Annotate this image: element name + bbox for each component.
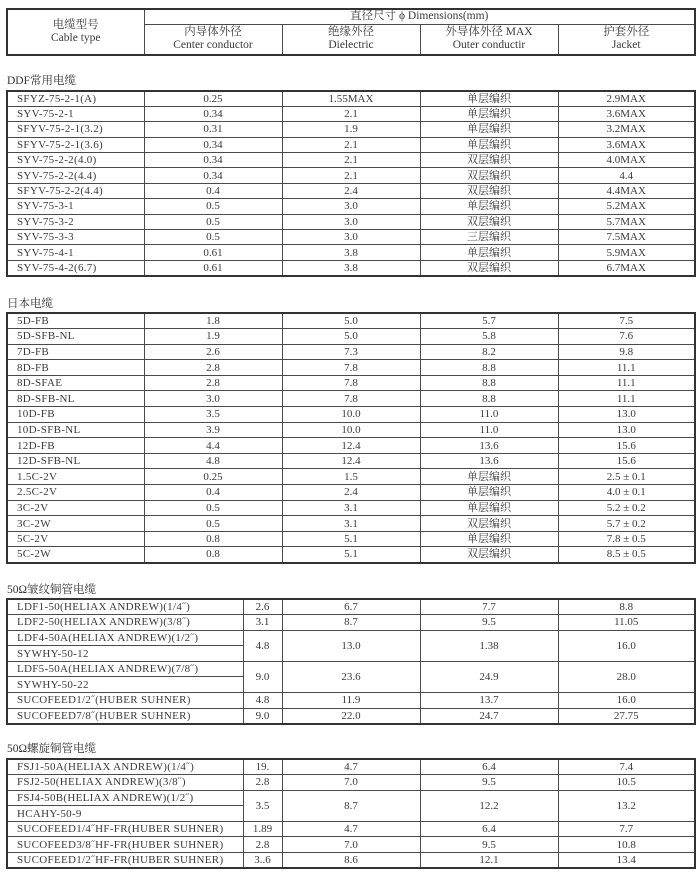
center-conductor-cell: 0.5 [144, 199, 282, 214]
cable-type-cell: 2.5C-2V [7, 485, 144, 501]
cable-type-cell: SUCOFEED1/4˝HF-FR(HUBER SUHNER) [7, 821, 243, 837]
jacket-cell: 13.0 [558, 422, 695, 438]
column-header-en: Center conductor [173, 39, 253, 52]
dielectric-cell: 3.1 [282, 516, 420, 532]
corrugated-cable-table [6, 598, 696, 725]
dielectric-cell: 5.0 [282, 329, 420, 345]
dielectric-cell: 3.0 [282, 214, 420, 229]
outer-conductor-cell: 双层编织 [420, 168, 558, 183]
outer-conductor-cell: 双层编织 [420, 214, 558, 229]
center-conductor-cell: 1.8 [144, 313, 282, 329]
outer-conductor-cell: 9.5 [420, 615, 558, 631]
center-conductor-cell: 1.89 [243, 821, 282, 837]
outer-conductor-cell: 5.8 [420, 329, 558, 345]
table-row [7, 313, 695, 329]
jacket-cell: 11.1 [558, 391, 695, 407]
jacket-cell: 2.5 ± 0.1 [558, 469, 695, 485]
table-row [7, 230, 695, 245]
center-conductor-cell: 4.8 [243, 693, 282, 709]
jacket-cell: 11.1 [558, 360, 695, 376]
outer-conductor-cell: 6.4 [420, 759, 558, 775]
jacket-cell: 11.05 [558, 615, 695, 631]
cable-type-cn: 电缆型号 [52, 19, 99, 31]
table-row [7, 661, 695, 677]
table-row [7, 547, 695, 563]
outer-conductor-cell: 单层编织 [420, 199, 558, 214]
center-conductor-cell: 0.25 [144, 469, 282, 485]
center-conductor-cell: 4.8 [144, 453, 282, 469]
cable-type-cell: 10D-SFB-NL [7, 422, 144, 438]
center-conductor-cell: 0.8 [144, 531, 282, 547]
dielectric-cell: 8.7 [282, 790, 420, 821]
center-conductor-cell: 0.61 [144, 260, 282, 275]
jacket-cell: 27.75 [558, 708, 695, 724]
jacket-cell: 13.4 [558, 853, 695, 869]
dielectric-cell: 1.55MAX [282, 91, 420, 106]
outer-conductor-cell: 12.2 [420, 790, 558, 821]
cable-type-cell: SYV-75-3-3 [7, 230, 144, 245]
center-conductor-cell: 19. [243, 759, 282, 775]
section-title-spiral: 50Ω螺旋铜管电缆 [7, 743, 97, 755]
jacket-cell: 7.8 ± 0.5 [558, 531, 695, 547]
dielectric-cell: 7.8 [282, 375, 420, 391]
cable-type-cell: 8D-FB [7, 360, 144, 376]
cable-type-cell: SFYV-75-2-1(3.6) [7, 137, 144, 152]
table-row [7, 122, 695, 137]
cable-type-cell: FSJ4-50B(HELIAX ANDREW)(1/2˝) [7, 790, 243, 806]
table-row [7, 422, 695, 438]
column-header-en: Outer conductir [452, 39, 526, 52]
outer-conductor-cell: 单层编织 [420, 137, 558, 152]
jacket-cell: 10.8 [558, 837, 695, 853]
center-conductor-cell: 2.8 [144, 360, 282, 376]
outer-conductor-cell: 8.8 [420, 391, 558, 407]
outer-conductor-cell: 单层编织 [420, 469, 558, 485]
dielectric-cell: 8.6 [282, 853, 420, 869]
center-conductor-cell: 9.0 [243, 661, 282, 692]
jacket-cell: 4.0 ± 0.1 [558, 485, 695, 501]
center-conductor-cell: 0.25 [144, 91, 282, 106]
cable-type-cell: SUCOFEED3/8˝HF-FR(HUBER SUHNER) [7, 837, 243, 853]
cable-type-cell: LDF1-50(HELIAX ANDREW)(1/4˝) [7, 599, 243, 615]
center-conductor-cell: 0.34 [144, 168, 282, 183]
table-row [7, 790, 695, 806]
ddf-cable-table [6, 90, 696, 277]
jacket-cell: 3.2MAX [558, 122, 695, 137]
center-conductor-cell: 0.4 [144, 183, 282, 198]
dielectric-cell: 2.4 [282, 183, 420, 198]
center-conductor-cell: 0.34 [144, 106, 282, 121]
jacket-cell: 8.8 [558, 599, 695, 615]
table-row [7, 453, 695, 469]
table-row [7, 837, 695, 853]
outer-conductor-cell: 单层编织 [420, 485, 558, 501]
table-row [7, 214, 695, 229]
table-row [7, 469, 695, 485]
center-conductor-cell: 2.8 [144, 375, 282, 391]
outer-conductor-cell: 单层编织 [420, 245, 558, 260]
dielectric-cell: 5.1 [282, 547, 420, 563]
cable-type-cell: 12D-FB [7, 438, 144, 454]
table-row [7, 329, 695, 345]
jacket-cell: 5.9MAX [558, 245, 695, 260]
dielectric-cell: 2.4 [282, 485, 420, 501]
outer-conductor-cell: 双层编织 [420, 153, 558, 168]
table-row [7, 245, 695, 260]
table-row [7, 693, 695, 709]
cable-type-cell: LDF4-50A(HELIAX ANDREW)(1/2˝) [7, 630, 243, 646]
table-row [7, 168, 695, 183]
jacket-cell: 4.4 [558, 168, 695, 183]
jacket-cell: 4.4MAX [558, 183, 695, 198]
spiral-cable-table [6, 758, 696, 869]
outer-conductor-cell: 三层编织 [420, 230, 558, 245]
dielectric-cell: 3.0 [282, 230, 420, 245]
table-row [7, 391, 695, 407]
table-row [7, 260, 695, 275]
outer-conductor-cell: 13.6 [420, 453, 558, 469]
outer-conductor-cell: 单层编织 [420, 106, 558, 121]
cable-type-cell: SYV-75-2-2(4.0) [7, 153, 144, 168]
cable-type-cell: 7D-FB [7, 344, 144, 360]
cable-type-cell: SYV-75-2-2(4.4) [7, 168, 144, 183]
table-row [7, 775, 695, 791]
header-table [6, 8, 696, 56]
japan-cable-table [6, 312, 696, 564]
outer-conductor-cell: 8.8 [420, 375, 558, 391]
cable-type-cell: 5D-FB [7, 313, 144, 329]
outer-conductor-cell: 单层编织 [420, 500, 558, 516]
dielectric-cell: 3.1 [282, 500, 420, 516]
cable-type-cell: 12D-SFB-NL [7, 453, 144, 469]
outer-conductor-cell: 双层编织 [420, 183, 558, 198]
center-conductor-cell: 4.8 [243, 630, 282, 661]
center-conductor-cell: 3.0 [144, 391, 282, 407]
table-row [7, 531, 695, 547]
table-row [7, 407, 695, 423]
jacket-cell: 4.0MAX [558, 153, 695, 168]
cable-type-cell: SFYZ-75-2-1(A) [7, 91, 144, 106]
table-row [7, 615, 695, 631]
center-conductor-cell: 9.0 [243, 708, 282, 724]
cable-type-cell: SYV-75-3-2 [7, 214, 144, 229]
dielectric-cell: 7.0 [282, 775, 420, 791]
outer-conductor-cell: 11.0 [420, 422, 558, 438]
jacket-cell: 15.6 [558, 453, 695, 469]
outer-conductor-cell: 7.7 [420, 599, 558, 615]
jacket-cell: 16.0 [558, 693, 695, 709]
column-header-cn: 绝缘外径 [328, 26, 374, 39]
table-row [7, 759, 695, 775]
jacket-cell: 7.4 [558, 759, 695, 775]
center-conductor-cell: 0.5 [144, 516, 282, 532]
outer-conductor-cell: 5.7 [420, 313, 558, 329]
jacket-cell: 6.7MAX [558, 260, 695, 275]
dielectric-cell: 10.0 [282, 422, 420, 438]
section-title-corrugated: 50Ω皱纹铜管电缆 [7, 584, 97, 596]
table-row [7, 438, 695, 454]
dielectric-cell: 7.8 [282, 391, 420, 407]
cable-type-cell: FSJ2-50(HELIAX ANDREW)(3/8˝) [7, 775, 243, 791]
center-conductor-cell: 0.5 [144, 214, 282, 229]
outer-conductor-cell: 9.5 [420, 775, 558, 791]
column-header-jacket [558, 24, 695, 55]
jacket-cell: 7.7 [558, 821, 695, 837]
column-header-outer-conductor [420, 24, 558, 55]
table-row [7, 853, 695, 869]
dielectric-cell: 7.3 [282, 344, 420, 360]
outer-conductor-cell: 24.9 [420, 661, 558, 692]
cable-type-cell: LDF2-50(HELIAX ANDREW)(3/8˝) [7, 615, 243, 631]
cable-type-cell: 5C-2V [7, 531, 144, 547]
jacket-cell: 10.5 [558, 775, 695, 791]
jacket-cell: 5.2MAX [558, 199, 695, 214]
jacket-cell: 13.0 [558, 407, 695, 423]
outer-conductor-cell: 1.38 [420, 630, 558, 661]
column-header-cn: 内导体外径 [184, 26, 242, 39]
dielectric-cell: 2.1 [282, 106, 420, 121]
dielectric-cell: 11.9 [282, 693, 420, 709]
center-conductor-cell: 1.9 [144, 329, 282, 345]
table-row [7, 485, 695, 501]
center-conductor-cell: 3.5 [144, 407, 282, 423]
center-conductor-cell: 0.31 [144, 122, 282, 137]
dielectric-cell: 13.0 [282, 630, 420, 661]
center-conductor-cell: 2.8 [243, 837, 282, 853]
outer-conductor-cell: 24.7 [420, 708, 558, 724]
cable-type-cell: 1.5C-2V [7, 469, 144, 485]
jacket-cell: 3.6MAX [558, 106, 695, 121]
jacket-cell: 5.7MAX [558, 214, 695, 229]
dielectric-cell: 1.5 [282, 469, 420, 485]
jacket-cell: 2.9MAX [558, 91, 695, 106]
outer-conductor-cell: 8.8 [420, 360, 558, 376]
dielectric-cell: 6.7 [282, 599, 420, 615]
cable-type-cell: 3C-2W [7, 516, 144, 532]
dielectric-cell: 2.1 [282, 137, 420, 152]
cable-type-cell: 8D-SFB-NL [7, 391, 144, 407]
column-header-center-conductor [144, 24, 282, 55]
section-title-ddf: DDF常用电缆 [7, 75, 77, 87]
center-conductor-cell: 0.34 [144, 153, 282, 168]
column-header-cn: 外导体外径 MAX [445, 26, 533, 39]
cable-type-cell: 8D-SFAE [7, 375, 144, 391]
center-conductor-cell: 4.4 [144, 438, 282, 454]
jacket-cell: 28.0 [558, 661, 695, 692]
column-header-cn: 护套外径 [603, 26, 650, 39]
jacket-cell: 7.6 [558, 329, 695, 345]
dielectric-cell: 3.0 [282, 199, 420, 214]
cable-type-cell: 10D-FB [7, 407, 144, 423]
cable-type-cell: 5C-2W [7, 547, 144, 563]
cable-type-en: Cable type [51, 32, 101, 44]
dielectric-cell: 23.6 [282, 661, 420, 692]
outer-conductor-cell: 双层编织 [420, 516, 558, 532]
jacket-cell: 7.5MAX [558, 230, 695, 245]
section-title-japan: 日本电缆 [7, 298, 53, 310]
center-conductor-cell: 0.61 [144, 245, 282, 260]
dielectric-cell: 4.7 [282, 821, 420, 837]
table-row [7, 599, 695, 615]
dielectric-cell: 5.0 [282, 313, 420, 329]
center-conductor-cell: 3.1 [243, 615, 282, 631]
outer-conductor-cell: 单层编织 [420, 122, 558, 137]
outer-conductor-cell: 9.5 [420, 837, 558, 853]
table-row [7, 500, 695, 516]
outer-conductor-cell: 单层编织 [420, 531, 558, 547]
table-row [7, 516, 695, 532]
dielectric-cell: 1.9 [282, 122, 420, 137]
outer-conductor-cell: 11.0 [420, 407, 558, 423]
table-row [7, 375, 695, 391]
cable-type-cell: SYV-75-3-1 [7, 199, 144, 214]
cable-type-cell: SUCOFEED1/2˝HF-FR(HUBER SUHNER) [7, 853, 243, 869]
dielectric-cell: 5.1 [282, 531, 420, 547]
table-row [7, 137, 695, 152]
jacket-cell: 9.8 [558, 344, 695, 360]
table-row [7, 91, 695, 106]
outer-conductor-cell: 13.7 [420, 693, 558, 709]
dielectric-cell: 10.0 [282, 407, 420, 423]
outer-conductor-cell: 6.4 [420, 821, 558, 837]
jacket-cell: 11.1 [558, 375, 695, 391]
cable-type-cell: SUCOFEED1/2˝(HUBER SUHNER) [7, 693, 243, 709]
table-row [7, 153, 695, 168]
table-row [7, 199, 695, 214]
cable-type-cell: SFYV-75-2-2(4.4) [7, 183, 144, 198]
dielectric-cell: 3.8 [282, 245, 420, 260]
cable-type-header [7, 9, 144, 55]
center-conductor-cell: 2.8 [243, 775, 282, 791]
jacket-cell: 7.5 [558, 313, 695, 329]
dielectric-cell: 22.0 [282, 708, 420, 724]
cable-type-cell: FSJ1-50A(HELIAX ANDREW)(1/4˝) [7, 759, 243, 775]
dielectric-cell: 7.0 [282, 837, 420, 853]
center-conductor-cell: 0.4 [144, 485, 282, 501]
center-conductor-cell: 2.6 [144, 344, 282, 360]
jacket-cell: 3.6MAX [558, 137, 695, 152]
cable-type-cell: LDF5-50A(HELIAX ANDREW)(7/8˝) [7, 661, 243, 677]
cable-type-cell: SYV-75-4-2(6.7) [7, 260, 144, 275]
jacket-cell: 5.7 ± 0.2 [558, 516, 695, 532]
cable-type-cell: 5D-SFB-NL [7, 329, 144, 345]
table-row [7, 708, 695, 724]
table-row [7, 183, 695, 198]
cable-type-cell: SYWHY-50-22 [7, 677, 243, 693]
outer-conductor-cell: 12.1 [420, 853, 558, 869]
jacket-cell: 13.2 [558, 790, 695, 821]
center-conductor-cell: 0.5 [144, 500, 282, 516]
column-header-en: Jacket [611, 39, 641, 52]
table-row [7, 344, 695, 360]
center-conductor-cell: 3..6 [243, 853, 282, 869]
center-conductor-cell: 0.5 [144, 230, 282, 245]
center-conductor-cell: 0.34 [144, 137, 282, 152]
outer-conductor-cell: 双层编织 [420, 547, 558, 563]
dielectric-cell: 2.1 [282, 153, 420, 168]
column-header-en: Dielectric [328, 39, 374, 52]
table-row [7, 106, 695, 121]
dielectric-cell: 3.8 [282, 260, 420, 275]
table-row [7, 821, 695, 837]
center-conductor-cell: 2.6 [243, 599, 282, 615]
outer-conductor-cell: 单层编织 [420, 91, 558, 106]
dielectric-cell: 8.7 [282, 615, 420, 631]
outer-conductor-cell: 13.6 [420, 438, 558, 454]
cable-type-cell: SYV-75-2-1 [7, 106, 144, 121]
cable-type-cell: SFYV-75-2-1(3.2) [7, 122, 144, 137]
dielectric-cell: 2.1 [282, 168, 420, 183]
cable-type-cell: HCAHY-50-9 [7, 806, 243, 822]
dimensions-header: 直径尺寸 ϕ Dimensions(mm) [144, 9, 695, 24]
dielectric-cell: 4.7 [282, 759, 420, 775]
cable-type-cell: SYV-75-4-1 [7, 245, 144, 260]
center-conductor-cell: 3.5 [243, 790, 282, 821]
table-row [7, 630, 695, 646]
center-conductor-cell: 0.8 [144, 547, 282, 563]
jacket-cell: 15.6 [558, 438, 695, 454]
outer-conductor-cell: 8.2 [420, 344, 558, 360]
table-row [7, 360, 695, 376]
cable-type-cell: SYWHY-50-12 [7, 646, 243, 662]
dielectric-cell: 12.4 [282, 453, 420, 469]
column-header-dielectric [282, 24, 420, 55]
jacket-cell: 5.2 ± 0.2 [558, 500, 695, 516]
jacket-cell: 16.0 [558, 630, 695, 661]
cable-type-cell: SUCOFEED7/8˝(HUBER SUHNER) [7, 708, 243, 724]
jacket-cell: 8.5 ± 0.5 [558, 547, 695, 563]
dielectric-cell: 12.4 [282, 438, 420, 454]
outer-conductor-cell: 双层编织 [420, 260, 558, 275]
cable-type-cell: 3C-2V [7, 500, 144, 516]
dielectric-cell: 7.8 [282, 360, 420, 376]
center-conductor-cell: 3.9 [144, 422, 282, 438]
